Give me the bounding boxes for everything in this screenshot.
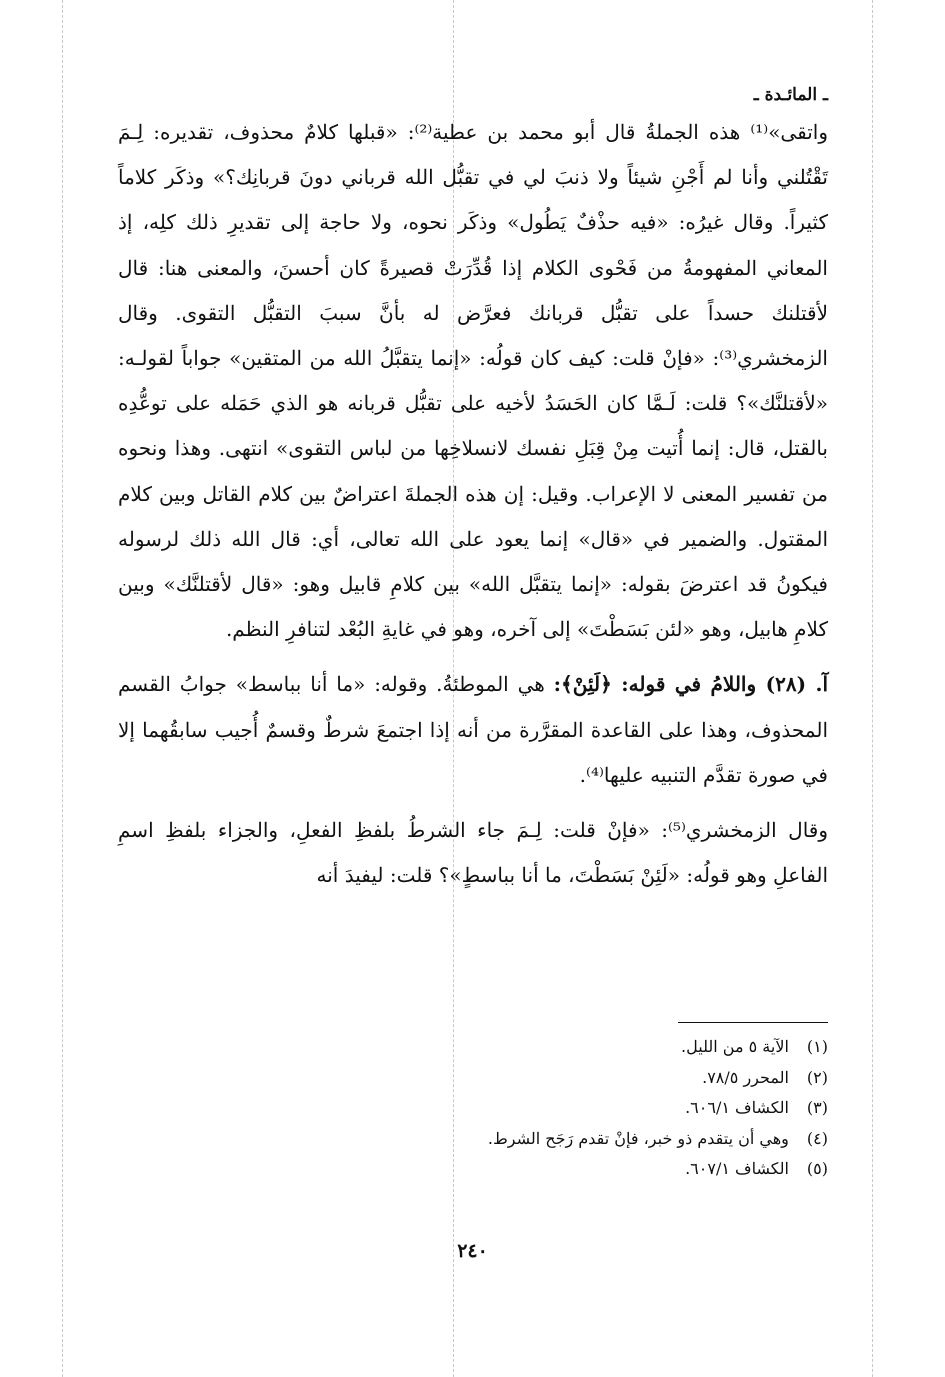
verse-heading: آ. (٢٨) واللامُ في قوله: ﴿لَئِنْ﴾: bbox=[553, 672, 829, 697]
book-page bbox=[118, 82, 829, 1178]
footnotes bbox=[118, 1032, 828, 1185]
footnote-1 bbox=[118, 1032, 828, 1063]
footnote-separator bbox=[678, 1022, 828, 1023]
crop-guide-left bbox=[62, 0, 63, 1377]
body-paragraph-3: وقال الزمخشري⁽⁵⁾: «فإنْ قلت: لِـمَ جاء الشرطُ بلفظِ الفعلِ، والجزاء بلفظِ اسمِ الفاعلِ وهو قولُه: «لَئِنْ بَسَطْتَ، ما أنا بباسطٍ»؟ قلت: ليفيدَ أنه bbox=[118, 818, 829, 888]
footnote-text: وهي أن يتقدم ذو خبر، فإنْ تقدم رَجَح الشرط. bbox=[487, 1128, 789, 1148]
footnote-4 bbox=[118, 1124, 828, 1155]
footnote-5 bbox=[118, 1154, 828, 1185]
footnote-number: (٤) bbox=[806, 1128, 828, 1148]
footnote-text: الآية ٥ من الليل. bbox=[681, 1037, 789, 1056]
footnote-3 bbox=[118, 1093, 828, 1124]
footnote-2 bbox=[118, 1063, 828, 1094]
footnote-number: (٥) bbox=[806, 1159, 828, 1178]
footnote-text: الكشاف ٦٠٧/١. bbox=[685, 1159, 789, 1178]
page-number: ٢٤٠ bbox=[457, 1240, 488, 1262]
body-paragraph-2 bbox=[118, 662, 828, 798]
footnote-number: (٣) bbox=[806, 1098, 828, 1117]
footnote-number: (٢) bbox=[806, 1067, 828, 1087]
crop-guide-right bbox=[872, 0, 873, 1377]
running-head: ـ المائـدة ـ bbox=[753, 85, 828, 105]
footnote-text: الكشاف ٦٠٦/١. bbox=[685, 1098, 789, 1117]
footnote-number: (١) bbox=[806, 1037, 828, 1056]
footnote-text: المحرر ٧٨/٥. bbox=[702, 1067, 789, 1087]
paragraph-2-text: هي الموطئةُ. وقوله: «ما أنا بباسط» جوابُ القسم المحذوف، وهذا على القاعدة المقرَّرة من أنه إذا اجتمعَ شرطٌ وقسمٌ أُجيب سابقُهما إلا في صورة تقدَّم التنبيه عليها⁽⁴⁾. bbox=[118, 672, 828, 787]
body-paragraph-1: واتقى»⁽¹⁾ هذه الجملةُ قال أبو محمد بن عطية⁽²⁾: «قبلها كلامٌ محذوف، تقديره: لِـمَ تَقْتُلني وأنا لم أَجْنِ شيئاً ولا ذنبَ لي في تقبُّل الله قرباني دونَ قربانِك؟» وذكَر كلاماً كثيراً. وقال غيرُه: «فيه حذْفٌ يَطُول» وذكَر نحوه، ولا حاجة إلى تقديرِ ذلك كلِه، إذ المعاني المفهومةُ من فَحْوى الكلام إذا قُدِّرَتْ قصيرةً كان أحسنَ، والمعنى هنا: قال لأقتلنك حسداً على تقبُّل قربانك فعرَّض له بأنَّ سببَ التقبُّل التقوى. وقال الزمخشري⁽³⁾: «فإنْ قلت: كيف كان قولُه: «إنما يتقبَّلُ الله من المتقين» جواباً لقولـه: «لأقتلنَّك»؟ قلت: لَـمَّا كان الحَسَدُ لأخيه على تقبُّل قربانه هو الذي حَمَله على توعُّدِه بالقتل، قال: إنما أُتيت مِنْ قِبَلِ نفسك لانسلاخِها من لباس التقوى» انتهى. وهذا ونحوه من تفسير المعنى لا الإعراب. وقيل: إن هذه الجملةَ اعتراضٌ بين كلام القاتل وبين كلام المقتول. والضمير في «قال» إنما يعود على الله تعالى، أي: قال الله ذلك لرسوله فيكونُ قد اعترضَ بقوله: «إنما يتقبَّل الله» بين كلامِ قابيل وهو: «قال لأقتلنَّك» وبين كلامِ هابيل، وهو «لئن بَسَطْتَ» إلى آخره، وهو في غايةِ البُعْد لتنافرِ النظم. bbox=[118, 120, 828, 642]
